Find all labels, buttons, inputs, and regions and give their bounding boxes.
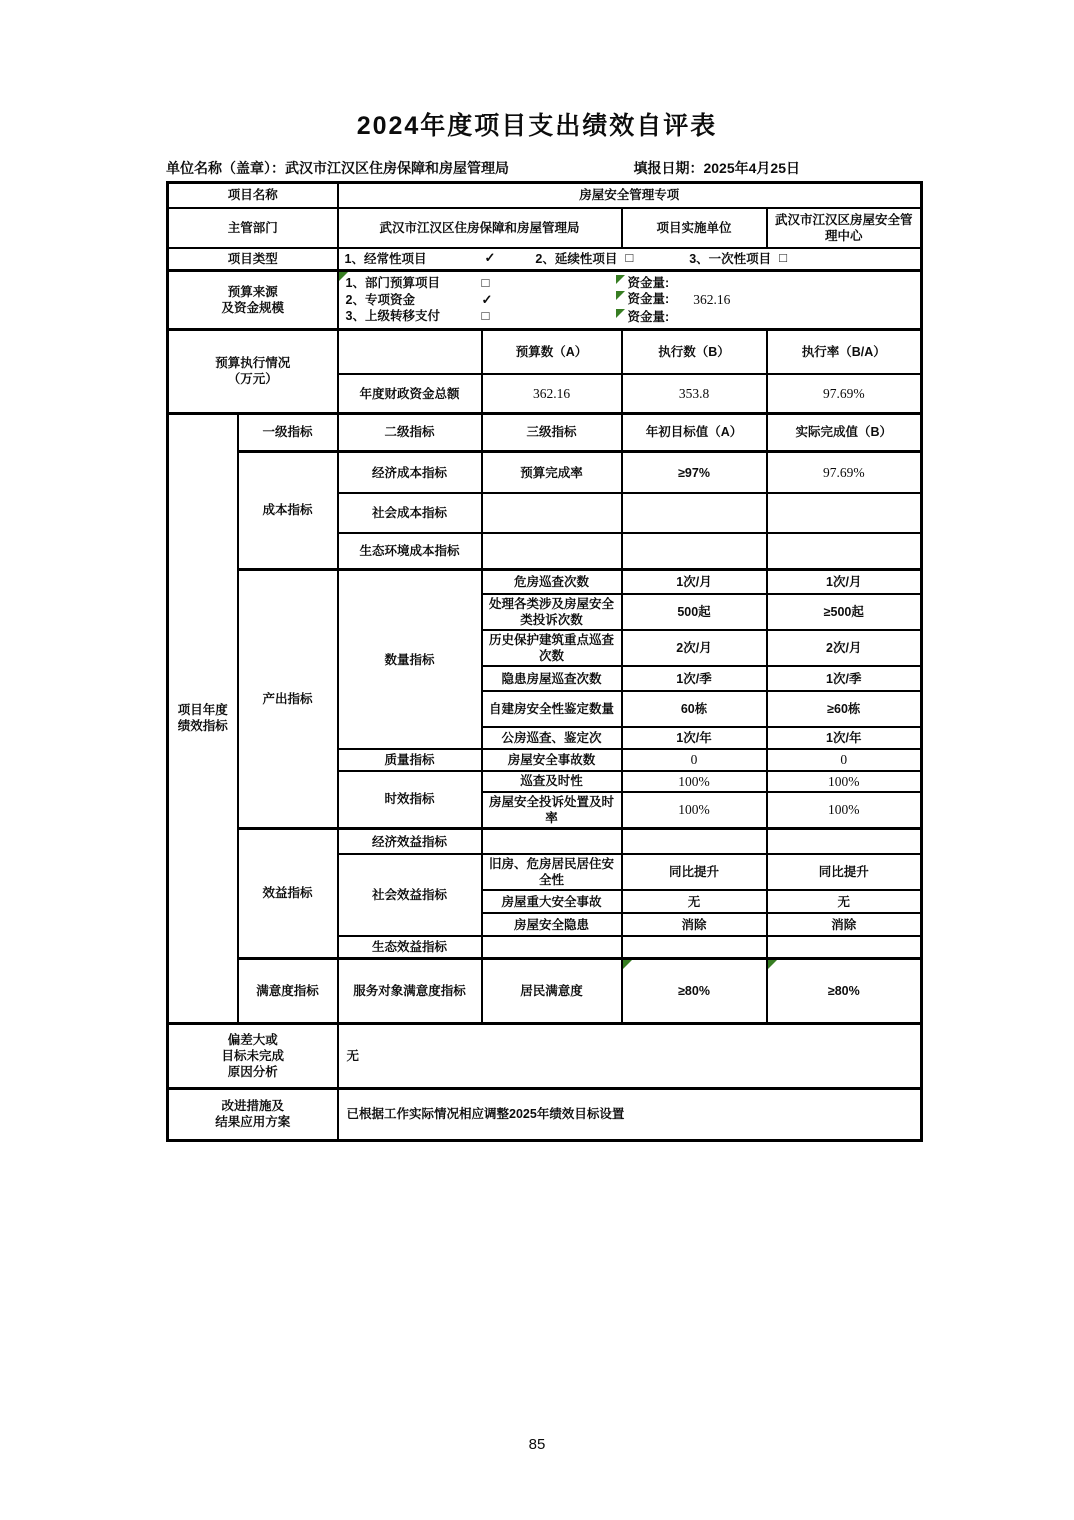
actual-value-cell: ≥60栋: [767, 691, 922, 727]
checkbox-empty: □: [481, 308, 490, 324]
cell-flag-icon: [616, 275, 625, 284]
exec-rate-header: 执行率（B/A）: [767, 329, 922, 374]
source-option-transfer: 3、上级转移支付: [345, 309, 440, 324]
l2-indicator-name: 社会成本指标: [338, 493, 482, 533]
l2-economic-benefit: 经济效益指标: [338, 828, 482, 854]
actual-value-cell: 消除: [767, 913, 922, 936]
report-date: 填报日期：2025年4月25日: [633, 160, 800, 176]
checkmark: ✓: [481, 291, 493, 307]
l2-ecological-benefit: 生态效益指标: [338, 936, 482, 958]
checkbox-empty: □: [625, 250, 634, 266]
l3-indicator-name: [482, 533, 622, 569]
l3-indicator-name: [482, 493, 622, 533]
l2-social-benefit: 社会效益指标: [338, 854, 482, 936]
target-header: 年初目标值（A）: [622, 413, 767, 451]
source-option-special-fund: 2、专项资金: [345, 292, 415, 307]
target-value-cell: 60栋: [622, 691, 767, 727]
l3-indicator-name: 危房巡查次数: [482, 569, 622, 594]
actual-value-cell: 2次/月: [767, 630, 922, 666]
l2-indicator-name: 生态环境成本指标: [338, 533, 482, 569]
l1-indicator-header: 一级指标: [238, 413, 338, 451]
fund-amount-line: 资金量:: [616, 309, 921, 325]
cell-flag-icon: [623, 960, 632, 969]
actual-header: 实际完成值（B）: [767, 413, 922, 451]
actual-value-cell: 同比提升: [767, 854, 922, 890]
budget-exec-blank: [338, 329, 482, 374]
actual-value-cell: ≥500起: [767, 594, 922, 630]
l3-indicator-name: 自建房安全性鉴定数量: [482, 691, 622, 727]
project-name-value: 房屋安全管理专项: [338, 183, 922, 208]
l3-indicator-name: [482, 936, 622, 958]
cell-flag-icon: [768, 960, 777, 969]
cell-flag-icon: [616, 291, 625, 300]
budget-number-value: 362.16: [482, 374, 622, 413]
l3-indicator-name: 房屋安全投诉处置及时率: [482, 792, 622, 829]
l1-satisfaction-indicator: 满意度指标: [238, 958, 338, 1023]
checkbox-empty: □: [481, 275, 490, 290]
project-type-label: 项目类型: [168, 248, 338, 271]
l3-indicator-name: 房屋安全隐患: [482, 913, 622, 936]
actual-value-cell: [767, 533, 922, 569]
impl-unit-label: 项目实施单位: [622, 208, 767, 248]
l3-indicator-name: 隐患房屋巡查次数: [482, 666, 622, 691]
l2-indicator-header: 二级指标: [338, 413, 482, 451]
l1-benefit-indicator: 效益指标: [238, 828, 338, 958]
l1-output-indicator: 产出指标: [238, 569, 338, 828]
target-value-cell: 500起: [622, 594, 767, 630]
target-value-cell: 无: [622, 890, 767, 913]
actual-value-cell: [767, 828, 922, 854]
actual-value-cell: 1次/年: [767, 727, 922, 749]
type-option-continuing: 2、延续性项目: [535, 251, 618, 266]
l3-indicator-name: 预算完成率: [482, 451, 622, 493]
project-name-label: 项目名称: [168, 183, 338, 208]
actual-value-cell: [767, 493, 922, 533]
impl-unit-value: 武汉市江汉区房屋安全管理中心: [767, 208, 922, 248]
l3-indicator-header: 三级指标: [482, 413, 622, 451]
actual-value-cell: 1次/月: [767, 569, 922, 594]
target-value-cell: 100%: [622, 771, 767, 792]
actual-value-cell: 97.69%: [767, 451, 922, 493]
unit-name: 单位名称（盖章）：武汉市江汉区住房保障和房屋管理局: [166, 160, 509, 176]
budget-exec-label: 预算执行情况 （万元）: [168, 329, 338, 413]
l3-indicator-name: [482, 828, 622, 854]
cell-flag-icon: [616, 309, 625, 318]
l3-indicator-name: 历史保护建筑重点巡查次数: [482, 630, 622, 666]
l3-indicator-name: 旧房、危房居民居住安全性: [482, 854, 622, 890]
budget-number-header: 预算数（A）: [482, 329, 622, 374]
type-option-onetime: 3、一次性项目: [689, 251, 772, 266]
page-title: 2024年度项目支出绩效自评表: [356, 112, 718, 140]
exec-rate-value: 97.69%: [767, 374, 922, 413]
department-value: 武汉市江汉区住房保障和房屋管理局: [338, 208, 622, 248]
l3-indicator-name: 房屋安全事故数: [482, 749, 622, 770]
fund-amount-line: 资金量:: [616, 275, 921, 291]
l2-quantity-indicator: 数量指标: [338, 569, 482, 749]
source-option-dept-budget: 1、部门预算项目: [345, 276, 440, 290]
actual-value-cell: 100%: [767, 792, 922, 829]
l3-indicator-name: 居民满意度: [482, 958, 622, 1023]
target-value-cell: 1次/月: [622, 569, 767, 594]
target-value-cell: 消除: [622, 913, 767, 936]
target-value-cell: 100%: [622, 792, 767, 829]
target-value-cell: ≥80%: [622, 958, 767, 1023]
actual-value-cell: 无: [767, 890, 922, 913]
deviation-analysis-value: 无: [338, 1023, 922, 1088]
actual-value-cell: 100%: [767, 771, 922, 792]
l3-indicator-name: 处理各类涉及房屋安全类投诉次数: [482, 594, 622, 630]
checkmark: ✓: [484, 250, 496, 266]
page-number: 85: [528, 1436, 546, 1453]
target-value-cell: 2次/月: [622, 630, 767, 666]
target-value-cell: [622, 493, 767, 533]
performance-side-label: 项目年度 绩效指标: [168, 413, 238, 1023]
l3-indicator-name: 巡查及时性: [482, 771, 622, 792]
deviation-analysis-label: 偏差大或 目标未完成 原因分析: [168, 1023, 338, 1088]
actual-value-cell: [767, 936, 922, 958]
improvement-plan-value: 已根据工作实际情况相应调整2025年绩效目标设置: [338, 1088, 922, 1140]
exec-number-header: 执行数（B）: [622, 329, 767, 374]
cell-flag-icon: [339, 272, 348, 281]
budget-source-detail: [338, 271, 922, 330]
target-value-cell: 同比提升: [622, 854, 767, 890]
exec-number-value: 353.8: [622, 374, 767, 413]
l2-satisfaction-indicator: 服务对象满意度指标: [338, 958, 482, 1023]
meta-row: [166, 158, 920, 178]
fund-amount-line: 资金量: 362.16: [616, 291, 921, 308]
annual-fund-label: 年度财政资金总额: [338, 374, 482, 413]
improvement-plan-label: 改进措施及 结果应用方案: [168, 1088, 338, 1140]
budget-source-label: 预算来源 及资金规模: [168, 271, 338, 330]
actual-value-cell: 1次/季: [767, 666, 922, 691]
department-label: 主管部门: [168, 208, 338, 248]
l3-indicator-name: 房屋重大安全事故: [482, 890, 622, 913]
l3-indicator-name: 公房巡查、鉴定次: [482, 727, 622, 749]
target-value-cell: 1次/年: [622, 727, 767, 749]
target-value-cell: ≥97%: [622, 451, 767, 493]
l1-cost-indicator: 成本指标: [238, 451, 338, 569]
target-value-cell: [622, 533, 767, 569]
target-value-cell: [622, 936, 767, 958]
checkbox-empty: □: [779, 250, 787, 266]
l2-indicator-name: 经济成本指标: [338, 451, 482, 493]
l2-timeliness-indicator: 时效指标: [338, 771, 482, 829]
target-value-cell: 1次/季: [622, 666, 767, 691]
target-value-cell: 0: [622, 749, 767, 770]
project-type-options: [338, 248, 922, 271]
l2-quality-indicator: 质量指标: [338, 749, 482, 770]
actual-value-cell: 0: [767, 749, 922, 770]
type-option-recurring: 1、经常性项目: [344, 251, 427, 266]
self-evaluation-table: [166, 181, 923, 1142]
target-value-cell: [622, 828, 767, 854]
actual-value-cell: ≥80%: [767, 958, 922, 1023]
